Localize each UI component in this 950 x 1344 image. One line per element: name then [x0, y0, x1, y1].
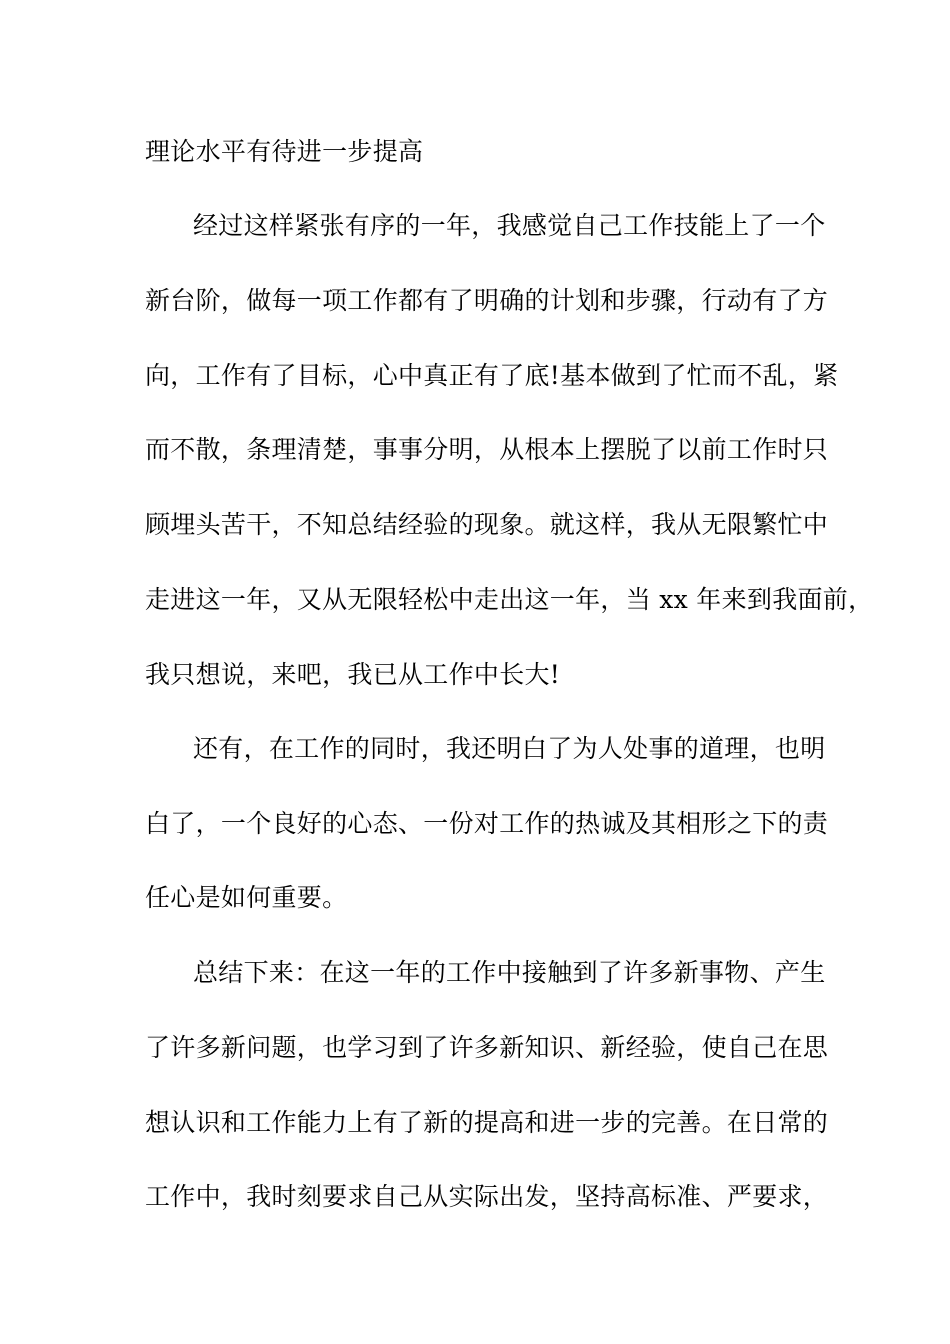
paragraph-3-line-1: 总结下来：在这一年的工作中接触到了许多新事物、产生 — [193, 958, 826, 987]
paragraph-3-line-2: 了许多新问题，也学习到了许多新知识、新经验，使自己在思 — [145, 1033, 829, 1062]
paragraph-2-line-3: 任心是如何重要。 — [145, 883, 348, 912]
paragraph-1-line-4: 而不散，条理清楚，事事分明，从根本上摆脱了以前工作时只 — [145, 435, 829, 464]
paragraph-1-line-6: 走进这一年，又从无限轻松中走出这一年，当 xx 年来到我面前， — [145, 585, 874, 614]
paragraph-1-line-7: 我只想说，来吧，我已从工作中长大! — [145, 660, 561, 689]
paragraph-3-line-3: 想认识和工作能力上有了新的提高和进一步的完善。在日常的 — [145, 1108, 829, 1137]
paragraph-1-line-2: 新台阶，做每一项工作都有了明确的计划和步骤，行动有了方 — [145, 286, 829, 315]
paragraph-2-line-2: 白了，一个良好的心态、一份对工作的热诚及其相形之下的责 — [145, 809, 829, 838]
paragraph-1-line-5: 顾埋头苦干，不知总结经验的现象。就这样，我从无限繁忙中 — [145, 510, 829, 539]
text-line-heading: 理论水平有待进一步提高 — [145, 137, 424, 166]
paragraph-2-line-1: 还有，在工作的同时，我还明白了为人处事的道理，也明 — [193, 734, 826, 763]
paragraph-1-line-3: 向，工作有了目标，心中真正有了底!基本做到了忙而不乱，紧 — [145, 361, 839, 390]
paragraph-3-line-4: 工作中，我时刻要求自己从实际出发，坚持高标准、严要求， — [145, 1182, 829, 1211]
paragraph-1-line-1: 经过这样紧张有序的一年，我感觉自己工作技能上了一个 — [193, 211, 826, 240]
